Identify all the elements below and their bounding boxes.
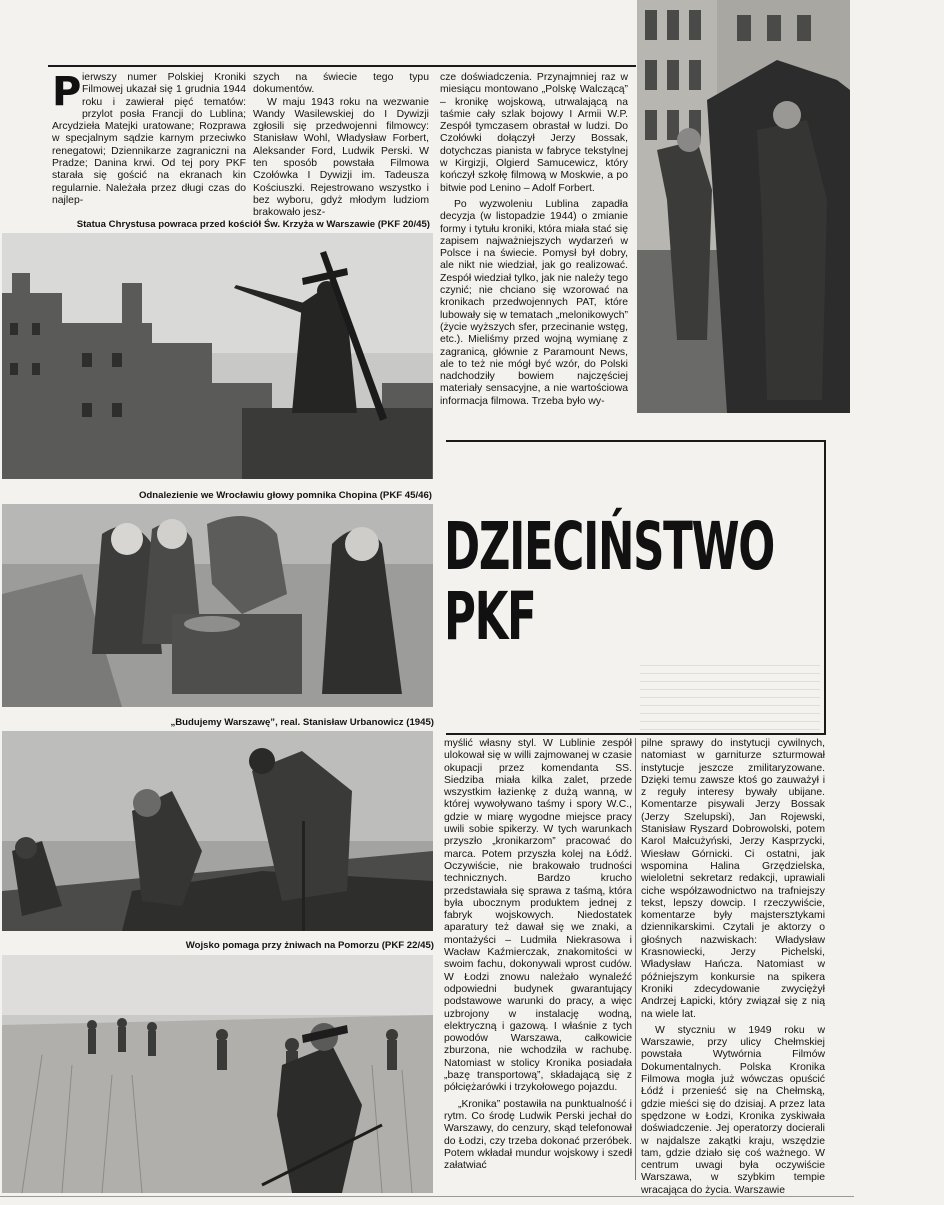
photo-chopin-head <box>2 504 433 707</box>
column-divider <box>635 738 636 1180</box>
photo-builders-illustration <box>2 731 433 931</box>
lower-rule <box>446 733 826 735</box>
paragraph: pilne sprawy do instytucji cywilnych, natomiast w garniturze szturmował instytucje jeszcze zmilitaryzowane. Dzięki temu zawsze ktoś go zauważył i z reguły interesy bywały ubijane. Komentarze pisywali Jerzy Bossak (Jerzy Szelupski), Jan Rojewski, Stanisław Ryszard Dobrowolski, potem Karol Małcużyński, Jerzy Kasprzycki, Wiesław Górnicki. Ci ostatni, jak wspomina Halina Grzędzielska, wieloletni sekretarz redakcji, uprawiali ciche współzawodnictwo na trafniejszy tekst, lepszy dowcip. I rzeczywiście, komentarze były majstersztykami dziennikarskimi. Czytali je aktorzy o głośnych nazwiskach: Władysław Krasnowiecki, Jerzy Pichelski, Władysław Hańcza. Natomiast w późniejszym konkursie na spikera Kroniki zdecydowanie zwyciężył Andrzej Łapicki, który związał się z nią na wiele lat. <box>641 738 825 1020</box>
text-column-1-top <box>52 69 246 206</box>
photo-soldiers-illustration <box>637 0 850 413</box>
paragraph: W styczniu w 1949 roku w Warszawie, przy ulicy Chełmskiej powstała Wytwórnia Filmów Dokumentalnych. Polska Kronika Filmowa mogła już wówczas opuścić Łódź i przenieść się na Chełmską, gdzie mieści się do dzisiaj. A przez lata spędzone w Łodzi, Kronika zyskiwała doświadczenie. Jej operatorzy docierali w najdalsze zakątki kraju, wszędzie tam, gdzie działo się coś ważnego. W centrum uwagi była oczywiście Warszawa, w szybkim tempie wracająca do życia. Warszawie <box>641 1024 825 1196</box>
top-rule <box>48 65 636 67</box>
paragraph: ierwszy numer Polskiej Kroniki Filmowej ukazał się 1 grudnia 1944 roku i zawierał pięć tematów: przylot posła Francji do Lublina; Arcydzieła Matejki uratowane; Rozprawa w specjalnym sądzie karnym przeciwko renegatowi; Dziennikarze zagraniczni na Pradze; Danina krwi. Od tej pory PKF starała się gościć na ekranach kin regularnie. Należała przez długi czas do najlep- <box>52 72 246 206</box>
photo-building-warsaw <box>2 731 433 931</box>
caption-photo-2: Odnalezienie we Wrocławiu głowy pomnika Chopina (PKF 45/46) <box>138 490 432 501</box>
photo-harvest-illustration <box>2 955 433 1193</box>
caption-photo-1: Statua Chrystusa powraca przed kościół Św. Krzyża w Warszawie (PKF 20/45) <box>76 219 430 230</box>
title-line-2: PKF <box>444 578 536 655</box>
photo-statue-illustration <box>2 233 433 479</box>
text-column-4-lower <box>444 738 632 1178</box>
photo-chopin-illustration <box>2 504 433 707</box>
title-top-rule <box>446 440 826 442</box>
paragraph: myślić własny styl. W Lublinie zespół ulokował się w willi zajmowanej w czasie okupacji przez komendanta SS. Siedziba miała kilka zalet, przede wszystkim łazienkę z dużą wanną, w której wywoływano taśmy i spory W.C., gdzie w miarę wygodne miejsce pracy uwili sobie spikerzy. W tych warunkach przyszło „kronikarzom” pracować do marca. Potem przyszła kolej na Łódź. Oczywiście, nie brakowało trudności technicznych. Bardzo krucho przedstawiała się sprawa z taśmą, która była ubocznym produktem jednej z fabryk wojskowych. Niedostatek aparatury też dawał się we znaki, a montażyści – Ludmiła Niekrasowa i Wacław Kaźmierczak, znakomitości w swoim fachu, dokonywali wprost cudów. W Łodzi znowu należało wynaleźć odpowiedni budynek gwarantujący podstawowe warunki do pracy, a więc uzbrojony w instalację wodną, elektryczną i gazową. I właśnie z tych powodów Warszawa, całkowicie zburzona, nie wchodziła w rachubę. Natomiast w stolicy Kronika posiadała „bazę transportową”, składającą się z półciężarówki i trzykołowego pojazdu. <box>444 738 632 1094</box>
bottom-rule <box>0 1196 854 1197</box>
paragraph: szych na świecie tego typu dokumentów. <box>253 72 429 96</box>
paragraph: W maju 1943 roku na wezwanie Wandy Wasilewskiej do I Dywizji zgłosili się przedwojenni filmowcy: Stanisław Wohl, Władysław Forbert, Aleksander Ford, Ludwik Perski. W ten sposób powstała Filmowa Czołówka I Dywizji im. Tadeusza Kościuszki. Rejestrowano wszystko i bez wyboru, gdyż młodym ludziom brakowało jesz- <box>253 96 429 219</box>
text-column-2-top <box>253 72 429 219</box>
paragraph: Po wyzwoleniu Lublina zapadła decyzja (w listopadzie 1944) o zmianie formy i tytułu kroniki, która miała stać się zapisem najważniejszych wydarzeń w Polsce i na świecie. Pomysł był dobry, ale nikt nie wiedział, jak go realizować. Zespół wiedział tylko, jak nie należy tego czynić; nie chciano się wzorować na kronikach przedwojennych PAT, które lubowały się w tematach „melonikowych” (życie wyższych sfer, przecinanie wstęg, etc.). Mieliśmy przed wojną wymianę z zagranicą, głównie z Paramount News, ale to też nie mógł być wzór, do Polski nadchodziły bowiem najczęściej materiały sensacyjne, a nie wartościowa informacja filmowa. Trzeba było wy- <box>440 198 628 407</box>
article-title <box>444 508 944 655</box>
caption-photo-4: Wojsko pomaga przy żniwach na Pomorzu (PKF 22/45) <box>185 940 434 951</box>
photo-soldiers-street <box>637 0 850 413</box>
paragraph: „Kronika” postawiła na punktualność i rytm. Co środę Ludwik Perski jechał do Warszawy, do cenzury, skąd telefonował do Łodzi, czy trzeba dokonać przeróbek. Potem wkładał mundur wojskowy i szedł załatwiać <box>444 1098 632 1172</box>
print-show-through <box>640 660 820 730</box>
caption-photo-3: „Budujemy Warszawę”, real. Stanisław Urbanowicz (1945) <box>170 717 434 728</box>
drop-cap: P <box>52 69 82 115</box>
paragraph: cze doświadczenia. Przynajmniej raz w miesiącu montowano „Polskę Walczącą” – kronikę wojskową, utrwalającą na taśmie cały szlak bojowy I Armii W.P. Zespół tymczasem obrastał w ludzi. Do Czołówki dołączył Jerzy Bossak, dotychczas pianista w fabryce tekstylnej w Kirgizji, Olgierd Samucewicz, który kończył szkołę filmową w Moskwie, a po bitwie pod Lenino – Adolf Forbert. <box>440 72 628 194</box>
title-line-1: DZIECIŃSTWO <box>444 508 774 585</box>
text-column-5-lower <box>641 738 825 1196</box>
photo-harvest-pomerania <box>2 955 433 1193</box>
text-column-3-top <box>440 72 628 416</box>
photo-statue-christ <box>2 233 433 479</box>
